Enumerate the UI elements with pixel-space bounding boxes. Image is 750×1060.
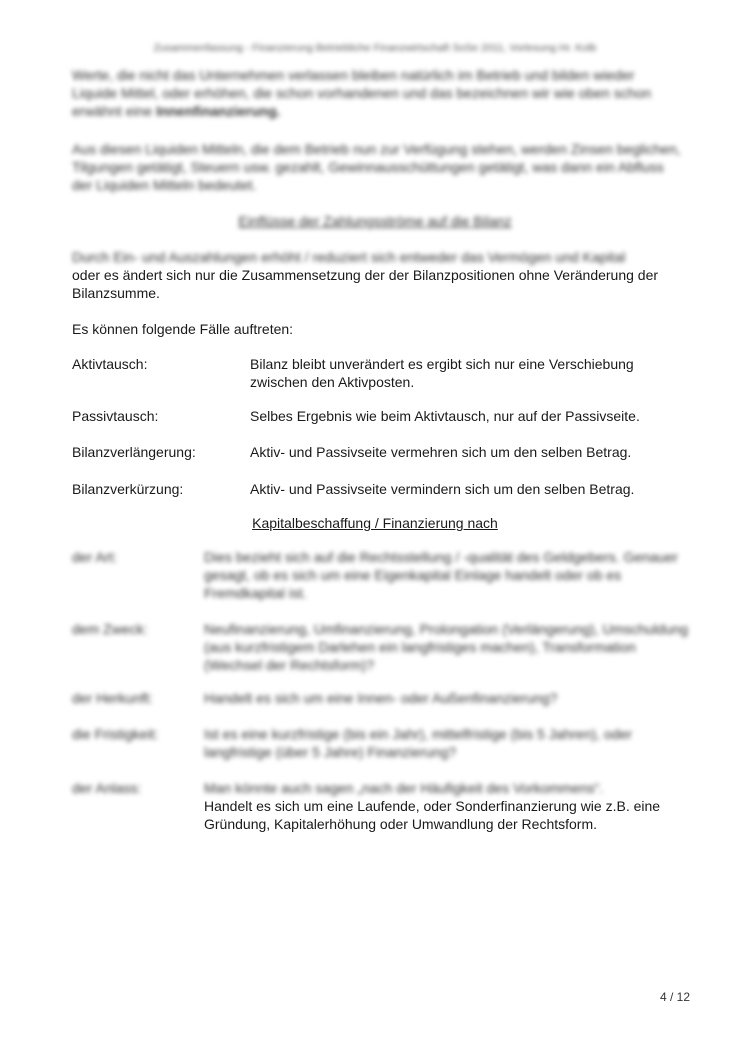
case-term-bilanzverkuerzung: Bilanzverkürzung:	[72, 481, 184, 497]
case-desc-aktivtausch: Bilanz bleibt unverändert es ergibt sich nur eine Verschiebung zwischen den Aktivposten.	[250, 356, 634, 390]
cases-intro: Es können folgende Fälle auftreten:	[72, 321, 294, 337]
intro-paragraph-1	[72, 66, 682, 120]
item-term-zweck: dem Zweck:	[72, 621, 148, 637]
item-term-herkunft: der Herkunft:	[72, 690, 153, 706]
intro-paragraph-2: Aus diesen Liquiden Mitteln, die dem Betrieb nun zur Verfügung stehen, werden Zinsen beglichen, Tilgungen getätigt, Steuern usw. gezahlt, Gewinnausschüttungen getätigt, was dann ein Abfluss der Liquiden Mitteln bedeutet.	[72, 141, 681, 193]
item-desc-fristigkeit: Ist es eine kurzfristige (bis ein Jahr), mittelfristige (bis 5 Jahren), oder langfristige (über 5 Jahre) Finanzierung?	[204, 726, 632, 760]
case-term-passivtausch: Passivtausch:	[72, 408, 159, 424]
item-term-anlass: der Anlass:	[72, 780, 142, 796]
page-header: Zusammenfassung - Finanzierung Betriebliche Finanzwirtschaft SoSe 2011, Vorlesung Hr. Kolb	[153, 42, 597, 54]
case-term-bilanzverlaengerung: Bilanzverlängerung:	[72, 444, 196, 460]
case-term-aktivtausch: Aktivtausch:	[72, 356, 148, 372]
intro-paragraph-1-text: Werte, die nicht das Unternehmen verlassen bleiben natürlich im Betrieb und bilden wieder Liquide Mittel, oder erhöhen, die schon vorhandenen und das bezeichnen wir wie oben schon erwähnt eine	[72, 67, 652, 119]
item-term-fristigkeit: die Fristigkeit:	[72, 726, 159, 742]
item-desc-zweck: Neufinanzierung, Umfinanzierung, Prolongation (Verlängerung), Umschuldung (aus kurzfristigem Darlehen ein langfristiges machen), Transformation (Wechsel der Rechtsform)?	[204, 621, 689, 673]
item-desc-herkunft: Handelt es sich um eine Innen- oder Außenfinanzierung?	[204, 690, 558, 706]
section1-title: Einflüsse der Zahlungsströme auf die Bilanz	[238, 213, 512, 229]
item-term-art: der Art:	[72, 549, 118, 565]
case-desc-bilanzverkuerzung: Aktiv- und Passivseite vermindern sich um den selben Betrag.	[250, 481, 635, 497]
page-number: 4 / 12	[659, 990, 690, 1004]
section2-title: Kapitalbeschaffung / Finanzierung nach	[252, 515, 498, 531]
intro-paragraph-1-bold: Innenfinanzierung.	[156, 103, 281, 119]
item-desc-art: Dies bezieht sich auf die Rechtsstellung / -qualität des Geldgebers. Genauer gesagt, ob es sich um eine Eigenkapital Einlage handelt oder ob es Fremdkapital ist.	[204, 549, 678, 601]
item-desc-anlass: Handelt es sich um eine Laufende, oder Sonderfinanzierung wie z.B. eine Gründung, Kapitalerhöhung oder Umwandlung der Rechtsform.	[204, 798, 661, 832]
case-desc-bilanzverlaengerung: Aktiv- und Passivseite vermehren sich um den selben Betrag.	[250, 444, 632, 460]
section1-paragraph-blurred: Durch Ein- und Auszahlungen erhöht / reduziert sich entweder das Vermögen und Kapital	[72, 249, 626, 265]
case-desc-passivtausch: Selbes Ergebnis wie beim Aktivtausch, nur auf der Passivseite.	[250, 408, 640, 424]
item-desc-anlass-blurred: Man könnte auch sagen „nach der Häufigkeit des Vorkommens“.	[204, 780, 604, 796]
section1-paragraph: oder es ändert sich nur die Zusammensetzung der der Bilanzpositionen ohne Veränderung der Bilanzsumme.	[72, 267, 659, 301]
